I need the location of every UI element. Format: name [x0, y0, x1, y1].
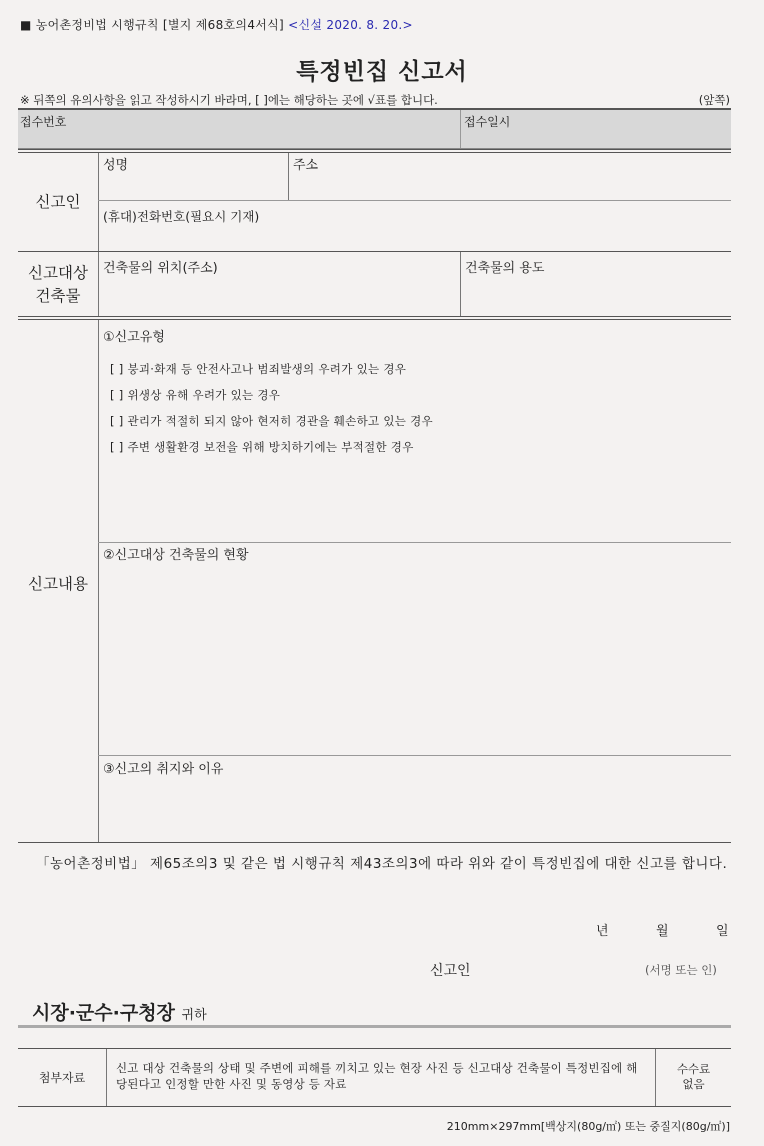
receipt-number-field[interactable] [20, 112, 458, 142]
reporter-section-label: 신고인 [35, 193, 81, 211]
report-type-option[interactable]: [ ] 관리가 적절히 되지 않아 현저히 경관을 훼손하고 있는 경우 [110, 414, 433, 428]
date-day-label: 일 [716, 924, 729, 939]
fee-info [656, 1062, 731, 1092]
receipt-number-label: 접수번호 [20, 115, 67, 129]
divider [98, 252, 99, 316]
phone-field[interactable] [100, 225, 729, 249]
fee-line1: 수수료 [676, 1062, 711, 1076]
attachments-box [18, 1048, 731, 1107]
divider [18, 842, 731, 843]
reason-label: ③신고의 취지와 이유 [103, 762, 224, 777]
report-type-label: ①신고유형 [103, 330, 165, 345]
report-type-option[interactable]: [ ] 위생상 유해 우려가 있는 경우 [110, 388, 281, 402]
form-ref-text: ■ 농어촌정비법 시행규칙 [별지 제68호의4서식] [20, 18, 285, 32]
declaration-text: 「농어촌정비법」 제65조의3 및 같은 법 시행규칙 제43조의3에 따라 위와 같이 특정빈집에 대한 신고를 합니다. [36, 856, 728, 872]
name-label: 성명 [103, 158, 129, 173]
receipt-date-field[interactable] [464, 112, 729, 142]
building-status-field[interactable] [100, 564, 729, 752]
recipient-suffix: 귀하 [181, 1008, 207, 1023]
divider [18, 1025, 731, 1028]
recipient-name: 시장·군수·구청장 [32, 1002, 175, 1024]
name-field[interactable] [100, 172, 286, 198]
report-type-option[interactable]: [ ] 붕괴·화재 등 안전사고나 범죄발생의 우려가 있는 경우 [110, 362, 407, 376]
receipt-divider [460, 110, 461, 148]
reason-field[interactable] [100, 778, 729, 840]
date-year-label: 년 [596, 924, 609, 939]
address-label: 주소 [293, 158, 319, 173]
divider [98, 755, 731, 756]
date-month-label: 월 [656, 924, 669, 939]
signature-reporter-label: 신고인 [430, 963, 471, 979]
divider [98, 542, 731, 543]
fee-line2: 없음 [682, 1077, 705, 1091]
building-label-line1: 신고대상 [28, 264, 88, 282]
divider [288, 153, 289, 201]
building-location-field[interactable] [100, 276, 458, 314]
divider [106, 1049, 107, 1106]
attachments-label: 첨부자료 [38, 1071, 86, 1085]
receipt-date-label: 접수일시 [464, 115, 511, 129]
attachments-description: 신고 대상 건축물의 상태 및 주변에 피해를 끼치고 있는 현장 사진 등 신고대상 건축물이 특정빈집에 해당된다고 인정할 만한 사진 및 동영상 등 자료 [116, 1061, 638, 1091]
building-label-line2: 건축물 [35, 287, 81, 305]
building-status-label: ②신고대상 건축물의 현황 [103, 548, 249, 563]
divider [18, 251, 731, 252]
form-reference [20, 16, 413, 33]
building-use-label: 건축물의 용도 [465, 261, 545, 276]
phone-label: (휴대)전화번호(필요시 기재) [103, 209, 260, 224]
building-location-label: 건축물의 위치(주소) [103, 261, 218, 276]
page-side-label: (앞쪽) [698, 93, 730, 107]
divider [18, 319, 731, 320]
building-use-field[interactable] [462, 276, 729, 314]
divider [98, 200, 731, 201]
divider [98, 153, 99, 251]
address-field[interactable] [290, 172, 729, 198]
paper-spec: 210mm×297mm[백상지(80g/㎡) 또는 중질지(80g/㎡)] [446, 1120, 730, 1133]
divider [18, 316, 731, 317]
divider [18, 149, 731, 150]
amendment-note: <신설 2020. 8. 20.> [288, 18, 413, 32]
content-section-label: 신고내용 [28, 575, 88, 593]
signature-field[interactable]: (서명 또는 인) [645, 963, 717, 977]
building-section-label [18, 262, 98, 308]
report-type-option[interactable]: [ ] 주변 생활환경 보전을 위해 방치하기에는 부적절한 경우 [110, 440, 414, 454]
form-title: 특정빈집 신고서 [296, 59, 468, 85]
recipient [32, 998, 207, 1025]
divider [18, 152, 731, 153]
divider [98, 320, 99, 842]
divider [460, 252, 461, 316]
notice-text: ※ 뒤쪽의 유의사항을 읽고 작성하시기 바라며, [ ]에는 해당하는 곳에 √표를 합니다. [20, 93, 438, 107]
